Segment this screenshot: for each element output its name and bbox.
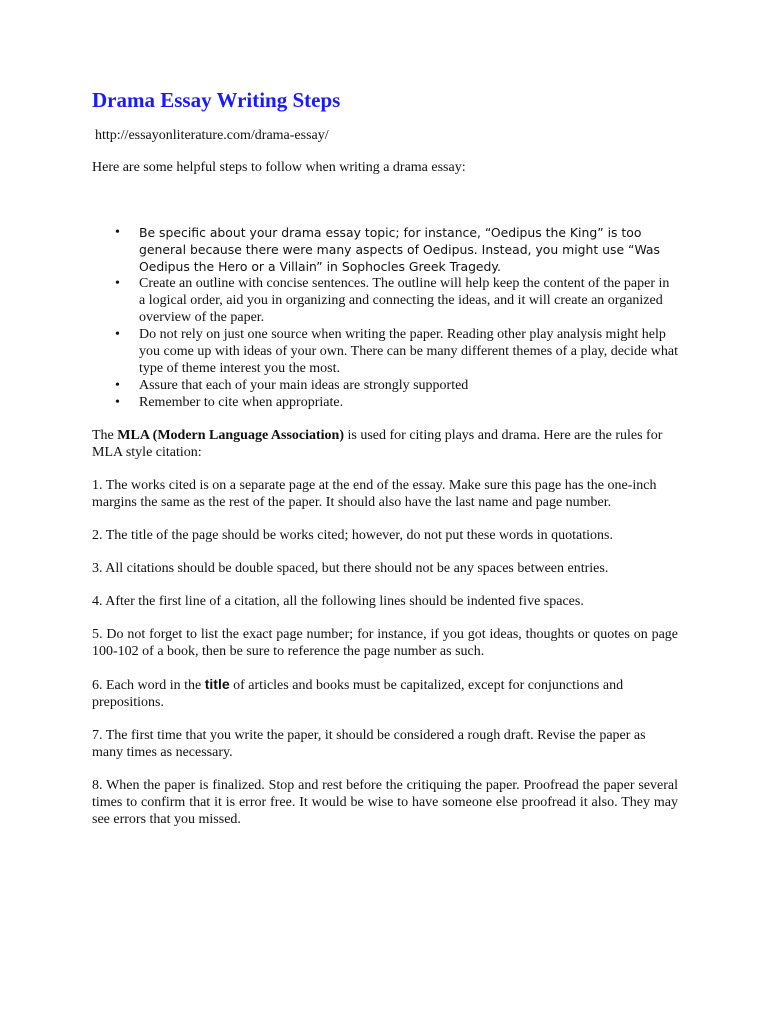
mla-intro-paragraph xyxy=(92,427,678,461)
mla-intro-after: is used for citing plays and drama. Here are the rules for MLA style citation: xyxy=(92,428,663,460)
rule-2: 2. The title of the page should be works cited; however, do not put these words in quotations. xyxy=(92,528,613,543)
page-title: Drama Essay Writing Steps xyxy=(92,88,341,112)
list-item-text: Be specific about your drama essay topic; for instance, “Oedipus the King” is too general because there were many aspects of Oedipus. Instead, you might use “Was Oedipus the Hero or a Villain” in Sophocles Greek Tragedy. xyxy=(139,225,660,274)
intro-text: Here are some helpful steps to follow when writing a drama essay: xyxy=(92,160,466,175)
rule-5: 5. Do not forget to list the exact page number; for instance, if you got ideas, thoughts or quotes on page 100-102 of a book, then be sure to reference the page number as such. xyxy=(92,627,678,659)
rule-1: 1. The works cited is on a separate page at the end of the essay. Make sure this page has the one-inch margins the same as the rest of the paper. It should also have the last name and page number. xyxy=(92,478,657,510)
mla-term: MLA (Modern Language Association) xyxy=(117,428,344,443)
list-item-text: Remember to cite when appropriate. xyxy=(139,395,344,410)
rule-8: 8. When the paper is finalized. Stop and rest before the critiquing the paper. Proofread the paper several times to confirm that it is error free. It would be wise to have someone else proofread it also. They may see errors that you missed. xyxy=(92,778,678,827)
rule-6 xyxy=(92,676,678,711)
rule-6-after: of articles and books must be capitalized, except for conjunctions and prepositions. xyxy=(92,678,624,710)
list-item xyxy=(92,394,678,411)
bullet-icon: • xyxy=(115,378,120,393)
list-item-text: Assure that each of your main ideas are strongly supported xyxy=(139,378,469,393)
list-item xyxy=(92,326,678,377)
list-item xyxy=(92,275,678,326)
bullet-icon: • xyxy=(115,327,120,342)
list-item-text: Do not rely on just one source when writing the paper. Reading other play analysis might help you come up with ideas of your own. There can be many different themes of a play, decide what type of theme interest you the most. xyxy=(139,327,678,376)
source-url: http://essayonliterature.com/drama-essay/ xyxy=(95,128,329,143)
bullet-icon: • xyxy=(115,395,120,410)
list-item-text: Create an outline with concise sentences. The outline will help keep the content of the paper in a logical order, aid you in organizing and connecting the ideas, and it will create an organized overview of the paper. xyxy=(139,276,670,325)
list-item xyxy=(92,224,678,275)
rule-6-bold: title xyxy=(204,676,230,692)
bullet-icon: • xyxy=(115,225,120,240)
document-page xyxy=(92,86,678,828)
mla-intro-before: The xyxy=(92,428,118,443)
rule-4: 4. After the first line of a citation, all the following lines should be indented five spaces. xyxy=(92,594,584,609)
rule-3: 3. All citations should be double spaced, but there should not be any spaces between entries. xyxy=(92,561,609,576)
list-item xyxy=(92,377,678,394)
steps-list xyxy=(92,224,678,411)
rule-7: 7. The first time that you write the paper, it should be considered a rough draft. Revise the paper as many times as necessary. xyxy=(92,728,646,760)
bullet-icon: • xyxy=(115,276,120,291)
rule-6-before: 6. Each word in the xyxy=(92,678,205,693)
